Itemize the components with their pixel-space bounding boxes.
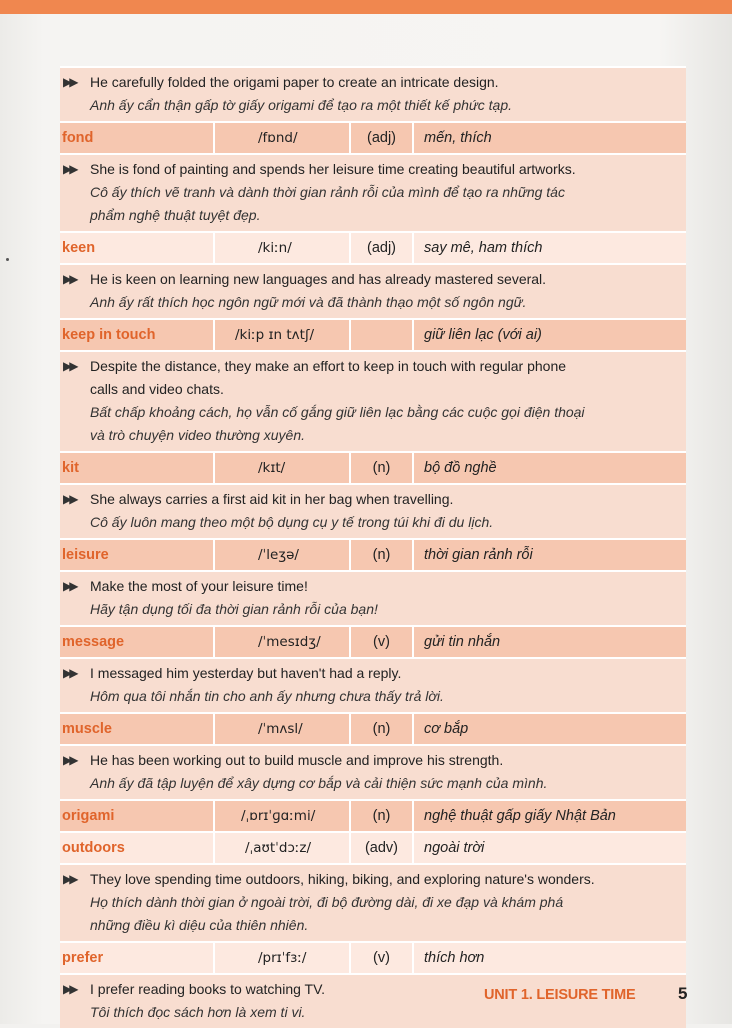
word-row (60, 231, 686, 263)
example-vi: và trò chuyện video thường xuyên. (90, 427, 306, 443)
word-row (60, 941, 686, 973)
part-of-speech: (n) (351, 453, 414, 483)
example-block (60, 350, 686, 451)
meaning: mến, thích (424, 130, 492, 146)
headword: keep in touch (60, 320, 215, 350)
pronunciation: /ˈmesɪdʒ/ (215, 627, 351, 657)
meaning: thời gian rảnh rỗi (424, 547, 533, 563)
example-block (60, 570, 686, 625)
double-arrow-right-icon: ▶▶ (63, 579, 76, 593)
meaning: nghệ thuật gấp giấy Nhật Bản (424, 808, 616, 824)
double-arrow-right-icon: ▶▶ (63, 753, 76, 767)
example-vi: Cô ấy thích vẽ tranh và dành thời gian rảnh rỗi của mình để tạo ra những tác (90, 184, 565, 200)
headword: keen (60, 233, 215, 263)
meaning: thích hơn (424, 950, 485, 966)
word-row (60, 712, 686, 744)
headword: fond (60, 123, 215, 153)
meaning: cơ bắp (424, 721, 469, 737)
example-en: I prefer reading books to watching TV. (90, 981, 326, 997)
example-vi: những điều kì diệu của thiên nhiên. (90, 917, 309, 933)
part-of-speech: (v) (351, 627, 414, 657)
meaning: bộ đồ nghề (424, 460, 497, 476)
pronunciation: /kiːn/ (215, 233, 351, 263)
headword: kit (60, 453, 215, 483)
example-en: He carefully folded the origami paper to create an intricate design. (90, 74, 499, 90)
example-en: She is fond of painting and spends her leisure time creating beautiful artworks. (90, 161, 576, 177)
top-accent-bar (0, 0, 732, 14)
word-row (60, 799, 686, 831)
example-en: calls and video chats. (90, 381, 224, 397)
example-vi: Tôi thích đọc sách hơn là xem ti vi. (90, 1004, 306, 1020)
part-of-speech: (v) (351, 943, 414, 973)
word-row (60, 318, 686, 350)
part-of-speech: (adj) (351, 233, 414, 263)
headword: muscle (60, 714, 215, 744)
pronunciation: /ˈleʒə/ (215, 540, 351, 570)
pronunciation: /ˌaʊtˈdɔːz/ (215, 833, 351, 863)
headword: outdoors (60, 833, 215, 863)
headword: message (60, 627, 215, 657)
example-en: He has been working out to build muscle and improve his strength. (90, 752, 504, 768)
double-arrow-right-icon: ▶▶ (63, 666, 76, 680)
example-block (60, 863, 686, 941)
example-vi: Hôm qua tôi nhắn tin cho anh ấy nhưng chưa thấy trả lời. (90, 688, 444, 704)
double-arrow-right-icon: ▶▶ (63, 872, 76, 886)
example-vi: Anh ấy đã tập luyện để xây dựng cơ bắp và cải thiện sức mạnh của mình. (90, 775, 548, 791)
example-vi: Anh ấy rất thích học ngôn ngữ mới và đã thành thạo một số ngôn ngữ. (90, 294, 527, 310)
word-row (60, 625, 686, 657)
part-of-speech: (n) (351, 540, 414, 570)
example-vi: phẩm nghệ thuật tuyệt đẹp. (90, 207, 261, 223)
double-arrow-right-icon: ▶▶ (63, 359, 76, 373)
double-arrow-right-icon: ▶▶ (63, 272, 76, 286)
example-vi: Cô ấy luôn mang theo một bộ dụng cụ y tế trong túi khi đi du lịch. (90, 514, 494, 530)
meaning: gửi tin nhắn (424, 634, 501, 650)
example-block (60, 657, 686, 712)
example-block (60, 744, 686, 799)
part-of-speech (351, 320, 414, 350)
part-of-speech: (n) (351, 714, 414, 744)
double-arrow-right-icon: ▶▶ (63, 75, 76, 89)
headword: origami (60, 801, 215, 831)
double-arrow-right-icon: ▶▶ (63, 492, 76, 506)
word-row (60, 451, 686, 483)
page-number: 5 (678, 984, 688, 1003)
example-block (60, 153, 686, 231)
headword: leisure (60, 540, 215, 570)
part-of-speech: (adv) (351, 833, 414, 863)
part-of-speech: (n) (351, 801, 414, 831)
example-en: Despite the distance, they make an effort to keep in touch with regular phone (90, 358, 567, 374)
meaning: say mê, ham thích (424, 240, 543, 256)
pronunciation: /ˈmʌsl/ (215, 714, 351, 744)
example-vi: Bất chấp khoảng cách, họ vẫn cố gắng giữ liên lạc bằng các cuộc gọi điện thoại (90, 404, 585, 420)
part-of-speech: (adj) (351, 123, 414, 153)
word-row (60, 831, 686, 863)
example-vi: Hãy tận dụng tối đa thời gian rảnh rỗi của bạn! (90, 601, 378, 617)
meaning: ngoài trời (424, 840, 485, 856)
example-en: They love spending time outdoors, hiking, biking, and exploring nature's wonders. (90, 871, 595, 887)
example-block (60, 263, 686, 318)
example-vi: Anh ấy cẩn thận gấp tờ giấy origami để tạo ra một thiết kế phức tạp. (90, 97, 513, 113)
word-row (60, 538, 686, 570)
pronunciation: /kiːp ɪn tʌtʃ/ (215, 320, 351, 350)
pronunciation: /ˌɒrɪˈɡɑːmi/ (215, 801, 351, 831)
headword: prefer (60, 943, 215, 973)
word-row (60, 121, 686, 153)
double-arrow-right-icon: ▶▶ (63, 162, 76, 176)
example-en: He is keen on learning new languages and has already mastered several. (90, 271, 547, 287)
unit-label: UNIT 1. LEISURE TIME (484, 987, 636, 1003)
margin-dot (6, 258, 9, 261)
example-en: I messaged him yesterday but haven't had a reply. (90, 665, 402, 681)
example-block (60, 483, 686, 538)
example-block (60, 66, 686, 121)
vocabulary-table (60, 66, 686, 1028)
meaning: giữ liên lạc (với ai) (424, 327, 542, 343)
example-en: She always carries a first aid kit in her bag when travelling. (90, 491, 454, 507)
pronunciation: /kɪt/ (215, 453, 351, 483)
example-vi: Họ thích dành thời gian ở ngoài trời, đi bộ đường dài, đi xe đạp và khám phá (90, 894, 564, 910)
pronunciation: /prɪˈfɜː/ (215, 943, 351, 973)
pronunciation: /fɒnd/ (215, 123, 351, 153)
double-arrow-right-icon: ▶▶ (63, 982, 76, 996)
example-en: Make the most of your leisure time! (90, 578, 308, 594)
